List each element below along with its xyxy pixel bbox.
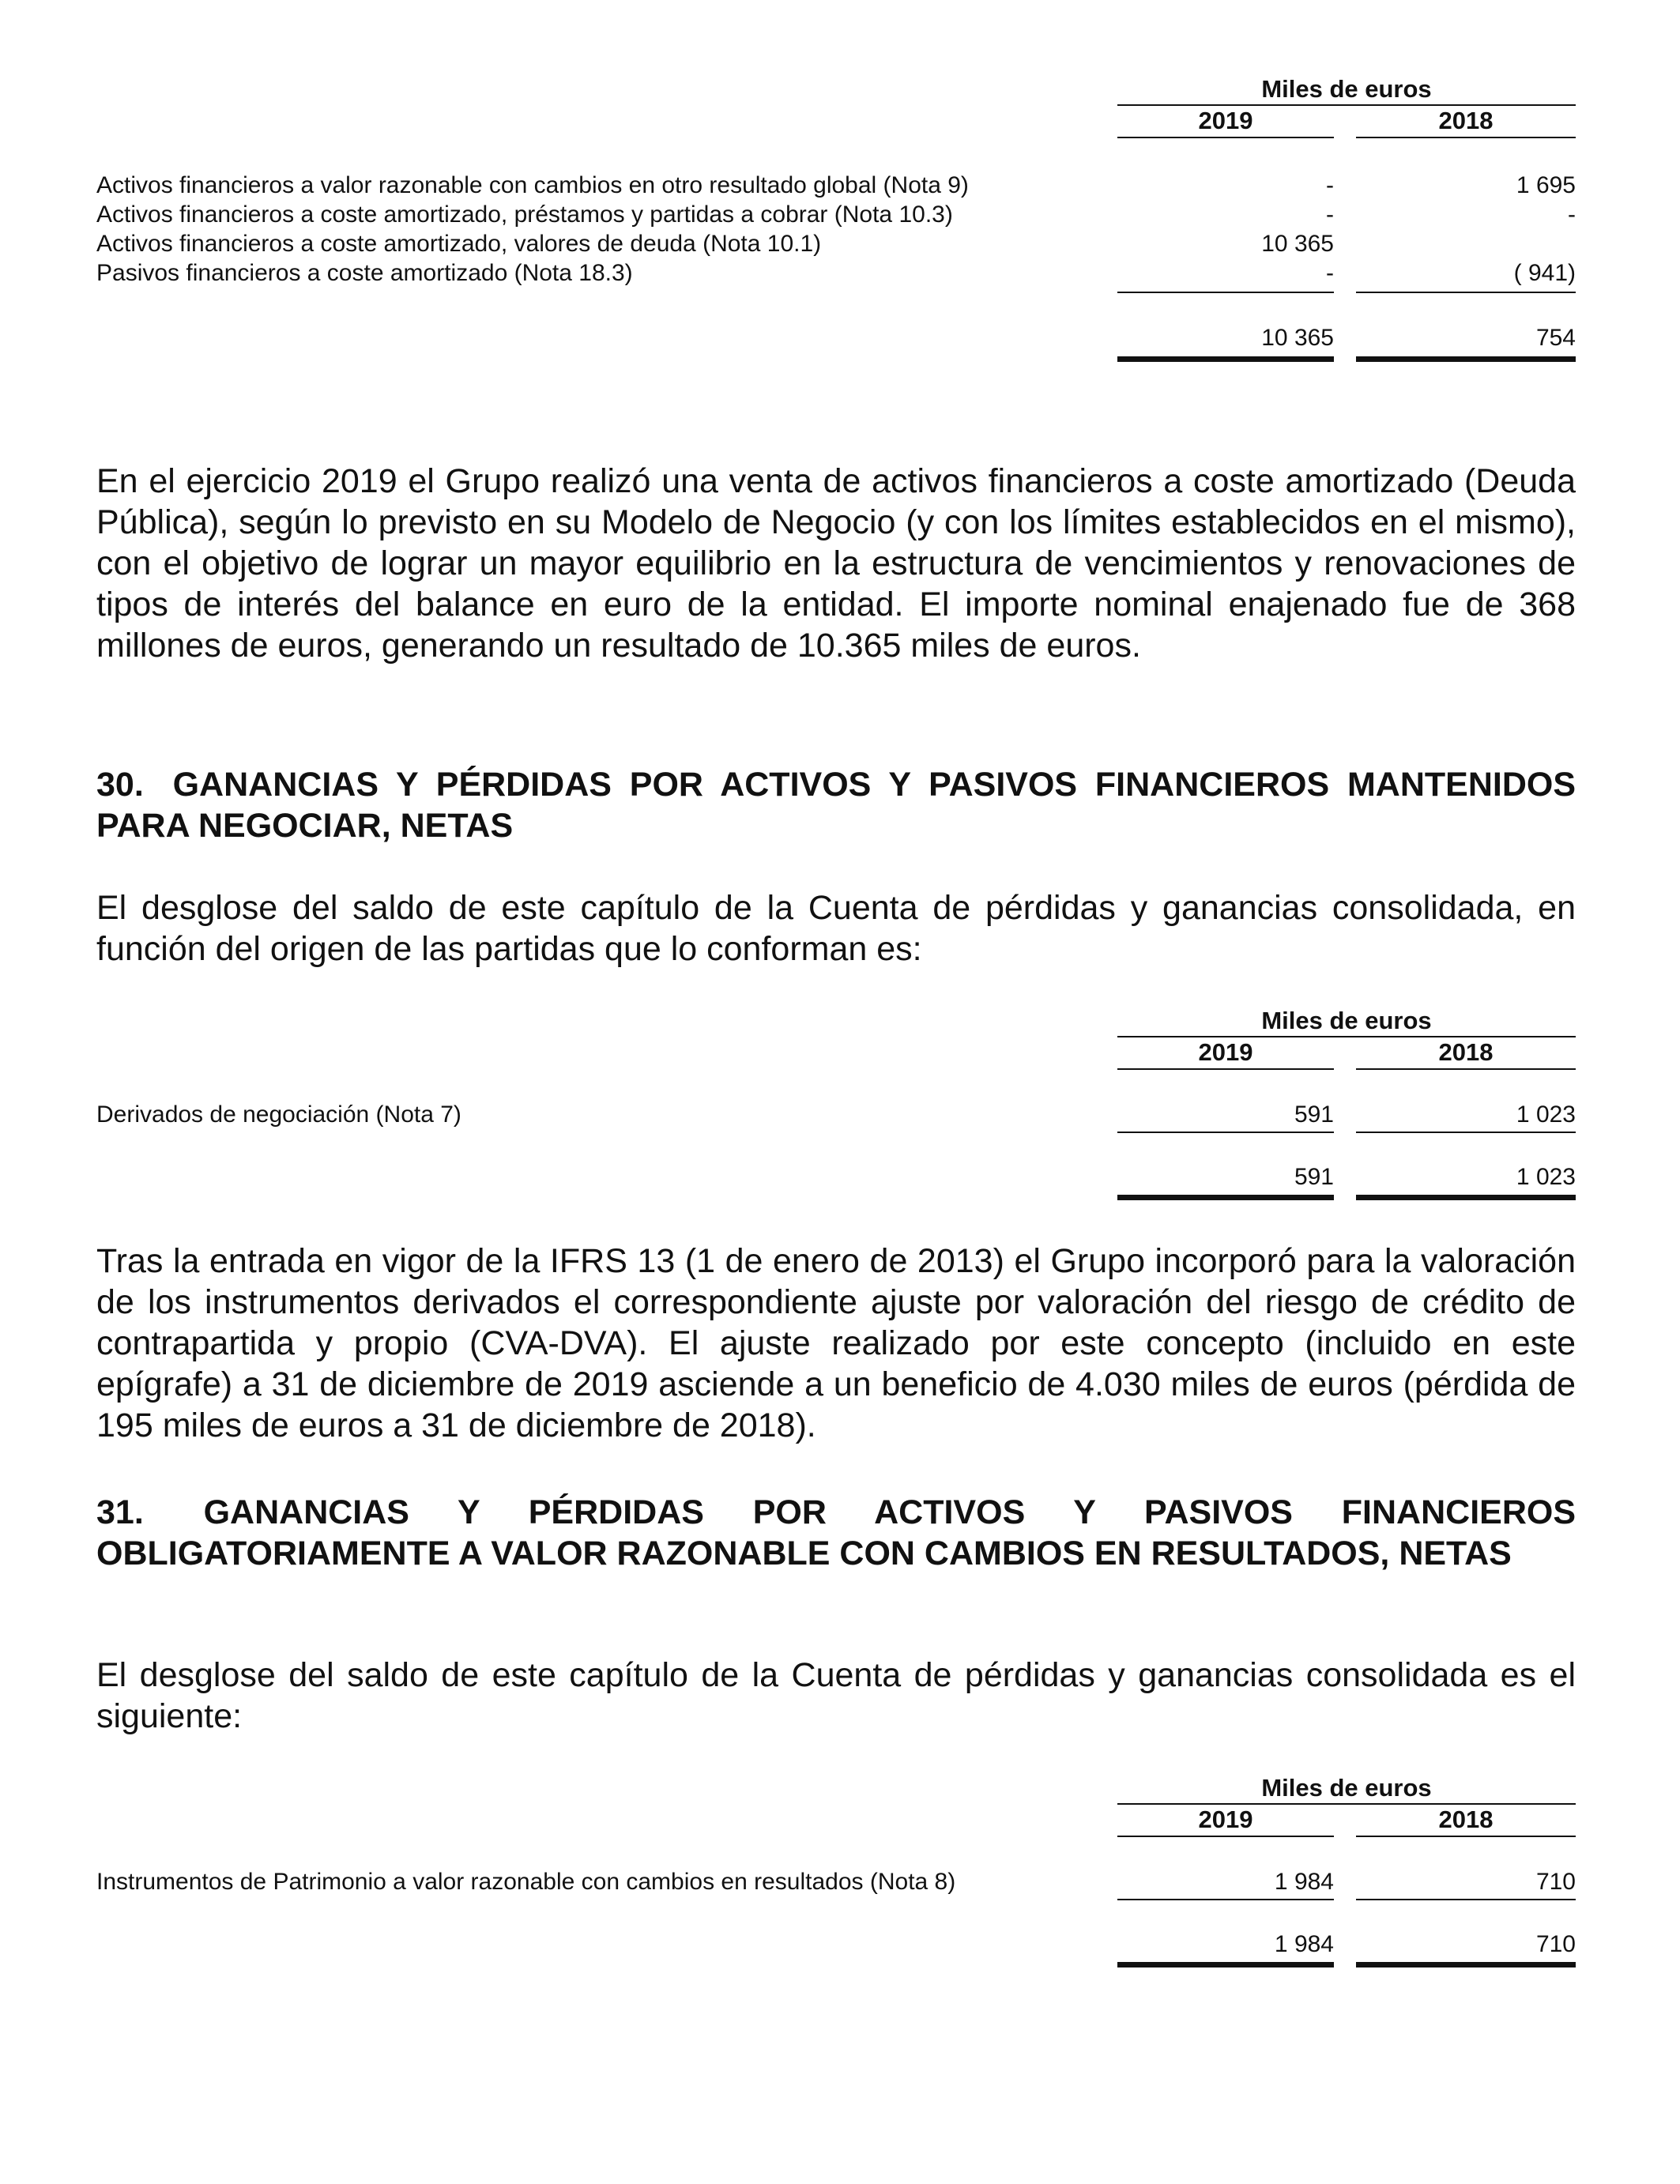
column-underline-2018 bbox=[1356, 137, 1576, 138]
units-header: Miles de euros bbox=[1261, 75, 1432, 103]
subtotal-rule-2018 bbox=[1356, 1899, 1576, 1900]
units-underline bbox=[1117, 1036, 1576, 1037]
row-label: Derivados de negociación (Nota 7) bbox=[96, 1101, 461, 1128]
value-2019: 1 984 bbox=[1274, 1869, 1334, 1895]
column-underline-2018 bbox=[1356, 1068, 1576, 1070]
section-number: 31. bbox=[96, 1493, 144, 1531]
row-label: Activos financieros a valor razonable con cambios en otro resultado global (Nota 9) bbox=[96, 172, 969, 198]
table-row bbox=[96, 229, 1576, 259]
column-header-2019: 2019 bbox=[1198, 1806, 1253, 1833]
column-header-2018: 2018 bbox=[1438, 1806, 1494, 1833]
table-row bbox=[96, 171, 1576, 201]
value-2019: - bbox=[1326, 172, 1334, 198]
column-header-2018: 2018 bbox=[1438, 107, 1494, 134]
total-2019: 10 365 bbox=[1261, 325, 1334, 351]
units-header: Miles de euros bbox=[1261, 1774, 1432, 1802]
column-header-2019: 2019 bbox=[1198, 107, 1253, 134]
value-2019: - bbox=[1326, 260, 1334, 286]
value-2018: 1 023 bbox=[1516, 1101, 1576, 1128]
total-row bbox=[96, 323, 1576, 353]
row-label: Pasivos financieros a coste amortizado (Nota 18.3) bbox=[96, 260, 633, 286]
value-2019: - bbox=[1326, 201, 1334, 228]
value-2018: ( 941) bbox=[1513, 260, 1576, 286]
value-2018: 1 695 bbox=[1516, 172, 1576, 198]
section-title: GANANCIAS Y PÉRDIDAS POR ACTIVOS Y PASIVOS FINANCIEROS OBLIGATORIAMENTE A VALOR RAZONABLE CON CAMBIOS EN RESULTADOS, NETAS bbox=[96, 1493, 1576, 1572]
total-2018: 1 023 bbox=[1516, 1164, 1576, 1190]
column-underline-2019 bbox=[1117, 1068, 1334, 1070]
total-2019: 591 bbox=[1294, 1164, 1334, 1190]
total-row bbox=[96, 1930, 1576, 1960]
section-31-heading bbox=[96, 1492, 1576, 1574]
section-30-ifrs13-paragraph: Tras la entrada en vigor de la IFRS 13 (1 de enero de 2013) el Grupo incorporó para la valoración de los instrumentos derivados el correspondiente ajuste por valoración del riesgo de crédito de contrapartida y propio (CVA-DVA). El ajuste realizado por este concepto (incluido en este epígrafe) a 31 de diciembre de 2019 asciende a un beneficio de 4.030 miles de euros (pérdida de 195 miles de euros a 31 de diciembre de 2018). bbox=[96, 1242, 1576, 1444]
total-double-rule-2019 bbox=[1117, 1195, 1334, 1200]
column-header-2018: 2018 bbox=[1438, 1038, 1494, 1066]
total-double-rule-2019 bbox=[1117, 1962, 1334, 1967]
column-underline-2019 bbox=[1117, 137, 1334, 138]
units-underline bbox=[1117, 104, 1576, 106]
value-2019: 591 bbox=[1294, 1101, 1334, 1128]
section-31-intro: El desglose del saldo de este capítulo de la Cuenta de pérdidas y ganancias consolidada es el siguiente: bbox=[96, 1656, 1576, 1735]
subtotal-rule-2018 bbox=[1356, 292, 1576, 293]
value-2019: 10 365 bbox=[1261, 231, 1334, 257]
total-double-rule-2018 bbox=[1356, 1962, 1576, 1967]
financial-results-table bbox=[96, 76, 1576, 368]
subtotal-rule-2018 bbox=[1356, 1132, 1576, 1133]
row-label: Activos financieros a coste amortizado, valores de deuda (Nota 10.1) bbox=[96, 231, 822, 257]
total-double-rule-2018 bbox=[1356, 356, 1576, 362]
units-header: Miles de euros bbox=[1261, 1007, 1432, 1034]
row-label: Activos financieros a coste amortizado, préstamos y partidas a cobrar (Nota 10.3) bbox=[96, 201, 953, 228]
total-row bbox=[96, 1162, 1576, 1192]
table-row bbox=[96, 1100, 1576, 1130]
total-double-rule-2018 bbox=[1356, 1195, 1576, 1200]
subtotal-rule-2019 bbox=[1117, 292, 1334, 293]
total-2019: 1 984 bbox=[1274, 1931, 1334, 1957]
section-30-heading bbox=[96, 764, 1576, 846]
trading-derivatives-table bbox=[96, 1007, 1576, 1197]
total-2018: 754 bbox=[1535, 325, 1576, 351]
value-2018: 710 bbox=[1535, 1869, 1576, 1895]
sale-explanation-paragraph: En el ejercicio 2019 el Grupo realizó una venta de activos financieros a coste amortizado (Deuda Pública), según lo previsto en su Modelo de Negocio (y con los límites establecidos en el mismo), con el objetivo de lograr un mayor equilibrio en la estructura de vencimientos y renovaciones de tipos de interés del balance en euro de la entidad. El importe nominal enajenado fue de 368 millones de euros, generando un resultado de 10.365 miles de euros. bbox=[96, 462, 1576, 665]
subtotal-rule-2019 bbox=[1117, 1899, 1334, 1900]
section-title: GANANCIAS Y PÉRDIDAS POR ACTIVOS Y PASIVOS FINANCIEROS MANTENIDOS PARA NEGOCIAR, NETAS bbox=[96, 766, 1576, 845]
table-row bbox=[96, 258, 1576, 288]
subtotal-rule-2019 bbox=[1117, 1132, 1334, 1133]
section-number: 30. bbox=[96, 766, 144, 804]
column-underline-2019 bbox=[1117, 1836, 1334, 1837]
column-underline-2018 bbox=[1356, 1836, 1576, 1837]
table-row bbox=[96, 1867, 1576, 1897]
section-30-intro: El desglose del saldo de este capítulo de la Cuenta de pérdidas y ganancias consolidada, en función del origen de las partidas que lo conforman es: bbox=[96, 889, 1576, 968]
equity-instruments-table bbox=[96, 1775, 1576, 1964]
value-2018: - bbox=[1568, 201, 1576, 228]
table-row bbox=[96, 200, 1576, 230]
column-header-2019: 2019 bbox=[1198, 1038, 1253, 1066]
total-2018: 710 bbox=[1535, 1931, 1576, 1957]
units-underline bbox=[1117, 1803, 1576, 1805]
row-label: Instrumentos de Patrimonio a valor razonable con cambios en resultados (Nota 8) bbox=[96, 1869, 956, 1895]
total-double-rule-2019 bbox=[1117, 356, 1334, 362]
